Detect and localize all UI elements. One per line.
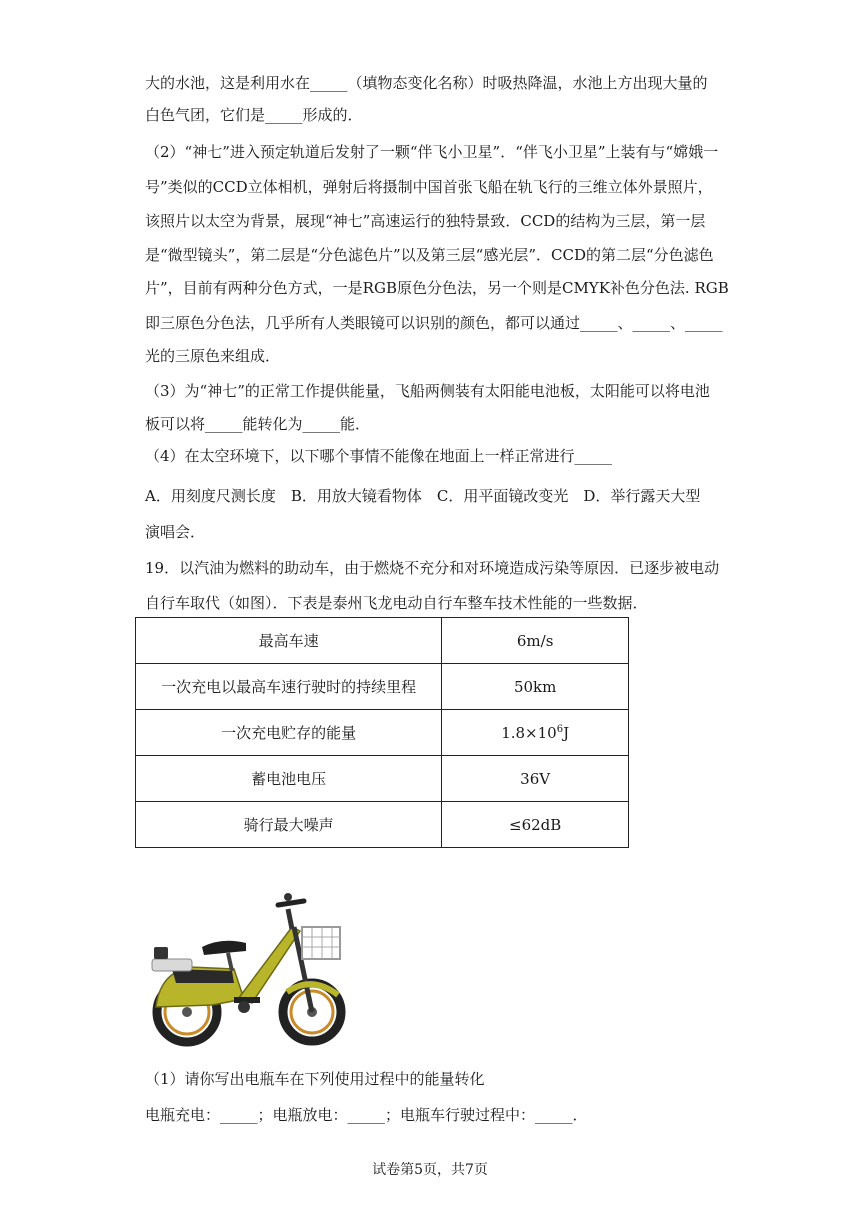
page-footer: 试卷第5页，共7页	[372, 1162, 488, 1178]
table-cell-key: 一次充电贮存的能量	[136, 710, 442, 756]
table-row	[136, 710, 629, 756]
q19-intro-line2: 自行车取代（如图）．下表是泰州飞龙电动自行车整车技术性能的一些数据．	[145, 594, 648, 612]
energy-base: 1.8×10	[501, 723, 557, 742]
table-cell-value: ≤62dB	[442, 802, 629, 848]
table-row	[136, 802, 629, 848]
spec-table	[135, 617, 629, 848]
q18-p2-line6: 即三原色分色法，几乎所有人类眼镜可以识别的颜色，都可以通过_____、_____、_____	[145, 314, 723, 332]
table-cell-value: 36V	[442, 756, 629, 802]
energy-exponent: 6	[556, 723, 564, 735]
table-cell-key: 蓄电池电压	[136, 756, 442, 802]
q18-para1-line1: 大的水池，这是利用水在_____（填物态变化名称）时吸热降温，水池上方出现大量的	[145, 74, 708, 92]
table-row	[136, 756, 629, 802]
table-cell-key: 骑行最大噪声	[136, 802, 442, 848]
table-cell-value	[442, 710, 629, 756]
q18-p2-line5: 片”，目前有两种分色方式，一是RGB原色分色法，另一个则是CMYK补色分色法. RGB	[145, 279, 729, 297]
table-cell-value: 50km	[442, 664, 629, 710]
electric-bicycle-image	[142, 887, 354, 1052]
table-row	[136, 618, 629, 664]
q18-para1-line2: 白色气团，它们是_____形成的．	[145, 106, 363, 124]
q18-p2-line2: 号”类似的CCD立体相机，弹射后将摄制中国首张飞船在轨飞行的三维立体外景照片，	[145, 178, 713, 196]
table-cell-key: 一次充电以最高车速行驶时的持续里程	[136, 664, 442, 710]
q18-p2-line4: 是“微型镜头”，第二层是“分色滤色片”以及第三层“感光层”．CCD的第二层“分色滤色	[145, 246, 714, 264]
q18-p4-options-line2: 演唱会．	[145, 523, 206, 541]
q18-p2-line1: （2）“神七”进入预定轨道后发射了一颗“伴飞小卫星”．“伴飞小卫星”上装有与“嫦娥一	[145, 143, 719, 161]
q18-p3-line2: 板可以将_____能转化为_____能．	[145, 415, 371, 433]
q19-sub1-blanks: 电瓶充电：_____；电瓶放电：_____；电瓶车行驶过程中：_____．	[145, 1106, 588, 1124]
table-cell-value: 6m/s	[442, 618, 629, 664]
energy-unit: J	[563, 723, 570, 742]
q18-p4-options-line1: A．用刻度尺测长度 B．用放大镜看物体 C．用平面镜改变光 D．举行露天大型	[145, 487, 701, 505]
table-row	[136, 664, 629, 710]
q18-p2-line3: 该照片以太空为背景，展现“神七”高速运行的独特景致．CCD的结构为三层，第一层	[145, 212, 706, 230]
q18-p3-line1: （3）为“神七”的正常工作提供能量，飞船两侧装有太阳能电池板，太阳能可以将电池	[145, 382, 710, 400]
q19-sub1-prompt: （1）请你写出电瓶车在下列使用过程中的能量转化	[145, 1070, 485, 1088]
q18-p2-line7: 光的三原色来组成．	[145, 347, 281, 365]
q19-intro-line1: 19．以汽油为燃料的助动车，由于燃烧不充分和对环境造成污染等原因．已逐步被电动	[145, 559, 720, 577]
table-cell-key: 最高车速	[136, 618, 442, 664]
q18-p4-question: （4）在太空环境下，以下哪个事情不能像在地面上一样正常进行_____	[145, 447, 613, 465]
